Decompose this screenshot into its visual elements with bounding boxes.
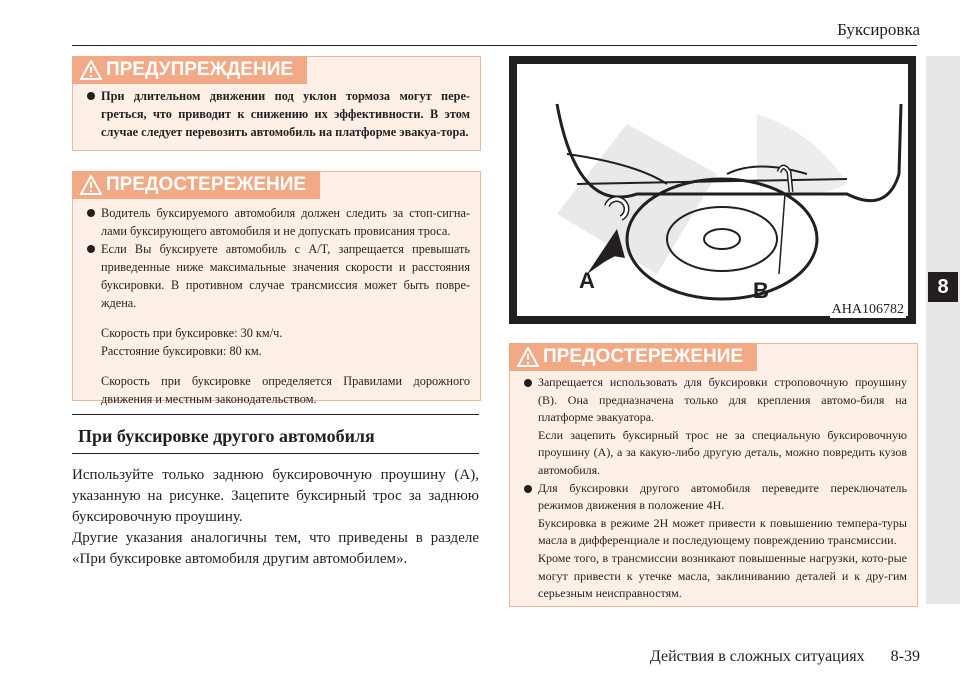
towing-speed: Скорость при буксировке: 30 км/ч.: [101, 326, 283, 340]
chapter-side-tab: [926, 56, 960, 604]
warning-heading-text: ПРЕДУПРЕЖДЕНИЕ: [106, 59, 294, 80]
section-top-rule: [72, 414, 479, 415]
caution-heading-text: ПРЕДОСТЕРЕЖЕНИЕ: [106, 174, 307, 195]
caution-heading-text: ПРЕДОСТЕРЕЖЕНИЕ: [543, 346, 744, 367]
warning-triangle-icon: [80, 60, 102, 80]
caution-item-text: Для буксировки другого автомобиля переведите переключатель режимов движения в положение 4H.: [538, 480, 907, 513]
label-a: A: [579, 268, 595, 293]
caution-item: [83, 240, 470, 312]
section-title: При буксировке другого автомобиля: [78, 426, 375, 446]
chapter-number: 8: [928, 272, 958, 302]
section-body: [72, 465, 479, 570]
caution-item-text: Водитель буксируемого автомобиля должен следить за стоп-сигна-лами буксирующего автомобиля и не допускать провисания троса.: [101, 206, 470, 238]
warning-item-text: При длительном движении под уклон тормоза могут пере-греться, что приводит к снижению их эффективности. В этом случае следует перевозить автомобиль на платформе эвакуа-тора.: [101, 89, 470, 139]
section-bottom-rule: [72, 453, 479, 454]
caution-item-text: Если Вы буксируете автомобиль с A/T, запрещается превышать приведенные ниже максимальные значения скорости и расстояния буксировки. В противном случае трансмиссия может быть повре-ждена.: [101, 242, 470, 310]
body-paragraph: Используйте только заднюю буксировочную проушину (A), указанную на рисунке. Зацепите буксирный трос за заднюю буксировочную проушину.: [72, 467, 479, 525]
bullet-icon: [524, 379, 532, 387]
warning-heading: [72, 56, 307, 84]
label-b: B: [753, 278, 769, 303]
vehicle-underside-illustration: [517, 64, 908, 316]
page-footer: [624, 648, 920, 666]
running-header: Буксировка: [837, 20, 920, 39]
caution-box: [72, 171, 481, 406]
figure-code: AHA106782: [831, 302, 904, 317]
footer-chapter: Действия в сложных ситуациях: [649, 648, 865, 665]
bullet-icon: [87, 209, 95, 217]
caution-item-text: Если зацепить буксирный трос не за специальную буксировочную проушину (A), а за какую-либо другую деталь, можно повредить кузов автомобиля.: [538, 427, 907, 477]
warning-item: [83, 87, 470, 141]
caution-box-2: [509, 343, 918, 607]
header-rule: [72, 45, 917, 46]
caution-triangle-icon: [80, 175, 102, 195]
caution-note: Скорость при буксировке определяется Правилами дорожного движения и местным законодательством.: [101, 374, 470, 406]
caution-item-text: Запрещается использовать для буксировки строповочную проушину (B). Она предназначена только для крепления автомо-биля на платформе эвакуатора.: [538, 375, 907, 425]
page-number: 8-39: [890, 648, 920, 665]
bullet-icon: [524, 485, 532, 493]
caution-item-text: Буксировка в режиме 2H может привести к повышению темпера-туры масла в дифференциале и последующему повреждению трансмиссии.: [538, 515, 907, 548]
caution-item: [520, 374, 907, 480]
caution-item: [83, 204, 470, 240]
caution-item: [520, 480, 907, 603]
towing-distance: Расстояние буксировки: 80 км.: [101, 344, 262, 358]
bullet-icon: [87, 92, 95, 100]
body-paragraph: Другие указания аналогичны тем, что приведены в разделе «При буксировке автомобиля другим автомобилем».: [72, 530, 479, 567]
caution-triangle-icon: [517, 347, 539, 367]
caution-heading: [509, 343, 757, 371]
warning-box: [72, 56, 481, 151]
tow-hook-figure: [509, 56, 916, 324]
bullet-icon: [87, 245, 95, 253]
caution-item-text: Кроме того, в трансмиссии возникают повышенные нагрузки, кото-рые могут привести к утечке масла, заклиниванию деталей и к дру-гим серьезным неисправностям.: [538, 550, 907, 601]
caution-heading: [72, 171, 320, 199]
